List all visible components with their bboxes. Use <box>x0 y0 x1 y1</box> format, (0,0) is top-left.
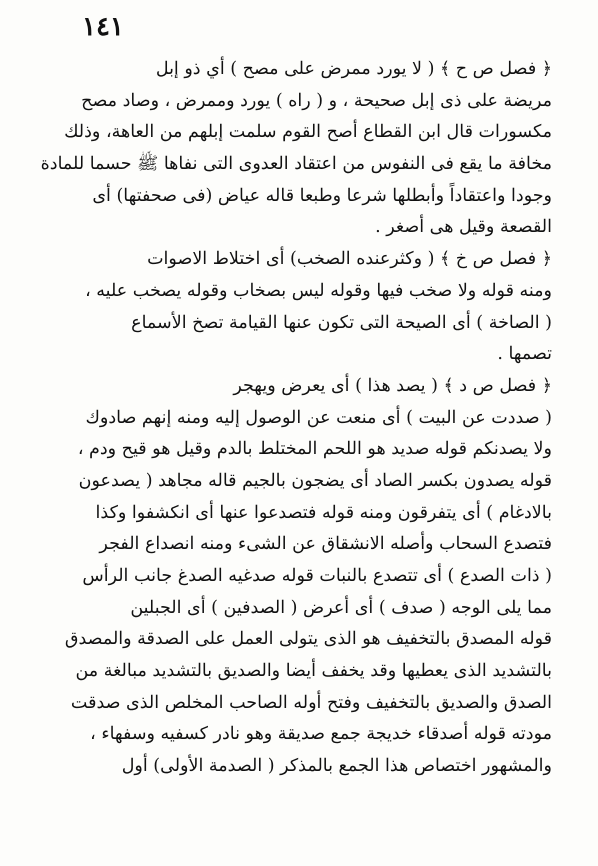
text-line: ومنه قوله ولا صخب فيها وقوله ليس بصخاب وقوله يصخب عليه ، <box>85 280 552 301</box>
text-line: الصدق والصديق بالتخفيف وفتح أوله الصاحب المخلص الذى صدقت <box>70 692 552 713</box>
page-number: ١٤١ <box>82 12 124 42</box>
text-line: بالتشديد الذى يعطيها وقد يخفف أيضا والصديق بالتشديد مبالغة من <box>75 661 552 682</box>
text-line: وجودا واعتقاداً وأبطلها شرعا وطبعا قاله عياض (فى صحفتها) أى <box>92 185 552 206</box>
text-line: مريضة على ذى إبل صحيحة ، و ( راه ) يورد وممرض ، وصاد مصح <box>81 90 552 111</box>
text-line: ﴿ فصل ص د ﴾ ( يصد هذا ) أى يعرض ويهجر <box>233 375 552 396</box>
text-line: ( الصاخة ) أى الصيحة التى تكون عنها القيامة تصخ الأسماع <box>131 312 552 333</box>
text-line: مكسورات قال ابن القطاع أصح القوم سلمت إبلهم من العاهة، وذلك <box>64 122 552 143</box>
text-line: مودته قوله أصدقاء خديجة جمع صديقة وهو نادر كسفيه وسفهاء ، <box>90 724 552 745</box>
text-line: مما يلى الوجه ( صدف ) أى أعرض ( الصدفين ) أى الجبلين <box>130 597 552 618</box>
text-line: ( ذات الصدع ) أى تتصدع بالنبات قوله صدغيه الصدغ جانب الرأس <box>82 566 552 586</box>
text-line: ﴿ فصل ص ح ﴾ ( لا يورد ممرض على مصح ) أي ذو إبل <box>155 59 552 79</box>
body-text <box>40 54 552 783</box>
text-line: ﴿ فصل ص خ ﴾ ( وكثرعنده الصخب) أى اختلاط الاصوات <box>147 249 552 270</box>
text-line: مخافة ما يقع فى النفوس من اعتقاد العدوى التى نفاها ﷺ حسما للمادة <box>40 154 552 175</box>
text-line: فتصدع السحاب وأصله الانشقاق عن الشىء ومنه انصداع الفجر <box>99 534 552 555</box>
text-line: والمشهور اختصاص هذا الجمع بالمذكر ( الصدمة الأولى) أول <box>121 756 552 777</box>
text-line: تصمها . <box>497 344 552 365</box>
text-line: ولا يصدنكم قوله صديد هو اللحم المختلط بالدم وقيل هو قيح ودم ، <box>77 439 552 460</box>
text-line: ( صددت عن البيت ) أى منعت عن الوصول إليه ومنه إنهم صادوك <box>85 407 552 428</box>
text-line: قوله يصدون بكسر الصاد أى يضجون بالجيم قاله مجاهد ( يصدعون <box>78 470 552 491</box>
text-line: بالادغام ) أى يتفرقون ومنه قوله فتصدعوا عنها أى انكشفوا وكذا <box>95 502 552 523</box>
text-line: قوله المصدق بالتخفيف هو الذى يتولى العمل على الصدقة والمصدق <box>64 629 552 650</box>
text-line: القصعة وقيل هى أصغر . <box>375 217 552 238</box>
